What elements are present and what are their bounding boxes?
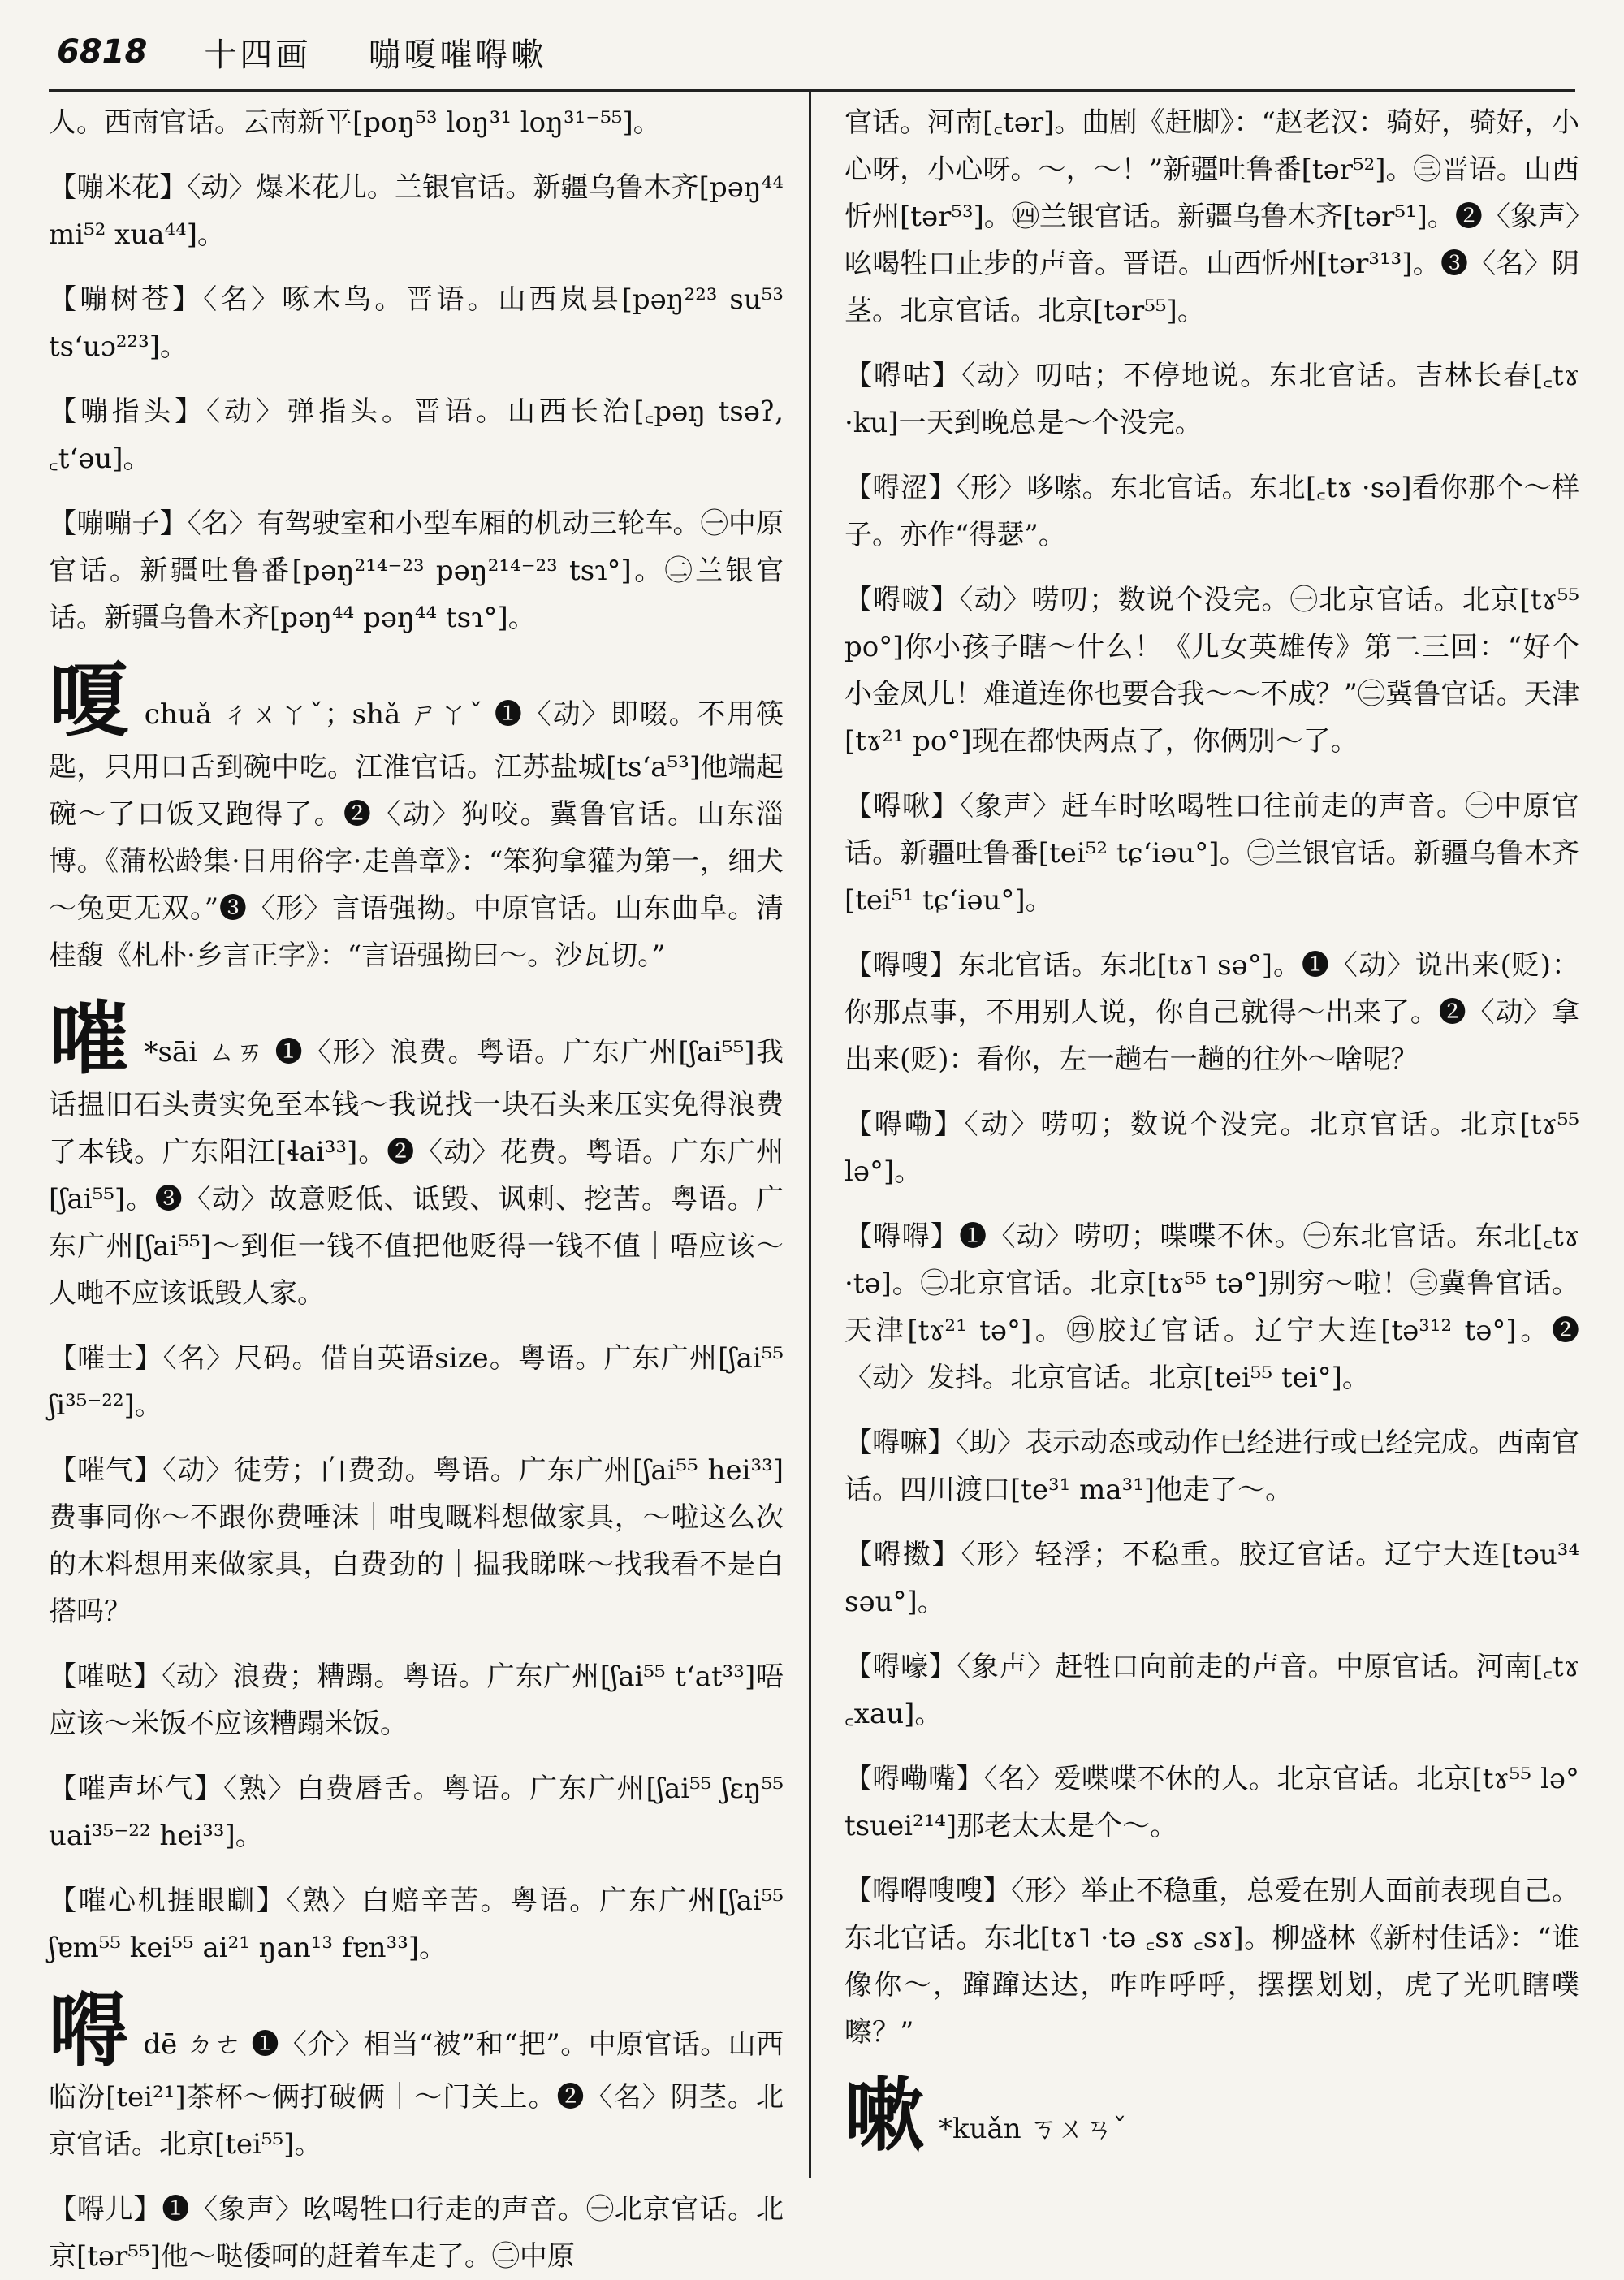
entry-text: 【嗺心机捱眼瞓】〈熟〉白赔辛苦。粤语。广东广州[ʃai⁵⁵ ʃɐm⁵⁵ kei⁵⁵ ai²¹ ŋan¹³ fɐn³³]。 [49,1885,784,1964]
entry-text: 【嗺哒】〈动〉浪费；糟蹋。粤语。广东广州[ʃai⁵⁵ t‘at³³]唔应该～米饭不应该糟蹋米饭。 [49,1660,784,1740]
headword-character: 嗺 [49,992,130,1086]
dictionary-entry [49,500,784,641]
headword-entry [49,1984,784,2168]
headword-entry [49,654,784,979]
dictionary-entry [49,2186,784,2280]
entry-text: 【嘚啵】〈动〉唠叨；数说个没完。㊀北京官话。北京[tɤ⁵⁵ po°]你小孩子瞎～什么！《儿女英雄传》第二三回：“好个小金凤儿！难道连你也要合我～～不成？”㊁冀鲁官话。天津[tɤ²¹ po°]现在都快两点了，你俩别～了。 [844,584,1579,758]
header-characters: 嘣嗄嗺嘚嗽 [368,36,547,74]
dictionary-entry [49,164,784,258]
dictionary-entry [49,276,784,370]
dictionary-entry [844,464,1579,559]
dictionary-entry [844,783,1579,924]
stroke-section: 十四画 [204,36,312,74]
dictionary-entry [844,576,1579,765]
entry-text: 【嘚咕】〈动〉叨咕；不停地说。东北官话。吉林长春[꜀tɤ ·ku]一天到晚总是～个没完。 [844,360,1579,439]
entry-text: 官话。河南[꜀tər]。曲剧《赶脚》：“赵老汉：骑好，骑好，小心呀，小心呀。～，～！”新疆吐鲁番[tər⁵²]。㊂晋语。山西忻州[tər⁵³]。㊃兰银官话。新疆乌鲁木齐[tər⁵¹]。❷〈象声〉吆喝牲口止步的声音。晋语。山西忻州[tər³¹³]。❸〈名〉阴茎。北京官话。北京[tər⁵⁵]。 [844,106,1579,327]
entry-text: 【嘣嘣子】〈名〉有驾驶室和小型车厢的机动三轮车。㊀中原官话。新疆吐鲁番[pəŋ²¹⁴⁻²³ pəŋ²¹⁴⁻²³ tsɿ°]。㊁兰银官话。新疆乌鲁木齐[pəŋ⁴⁴ pəŋ⁴⁴ tsɿ°]。 [49,507,784,634]
entry-text: 【嘚啾】〈象声〉赶车时吆喝牲口往前走的声音。㊀中原官话。新疆吐鲁番[tei⁵² tɕ‘iəu°]。㊁兰银官话。新疆乌鲁木齐[tei⁵¹ tɕ‘iəu°]。 [844,790,1579,917]
entry-text: 【嘚嚎】〈象声〉赶牲口向前走的声音。中原官话。河南[꜀tɤ ꜀xau]。 [844,1651,1579,1730]
dictionary-entry [844,1101,1579,1195]
dictionary-entry [49,1335,784,1429]
dictionary-entry [844,1213,1579,1401]
entry-text: 人。西南官话。云南新平[poŋ⁵³ loŋ³¹ loŋ³¹⁻⁵⁵]。 [49,106,661,139]
entry-text: 【嘚嘞】〈动〉唠叨；数说个没完。北京官话。北京[tɤ⁵⁵ lə°]。 [844,1108,1579,1188]
entry-text: dē ㄉㄜ ❶〈介〉相当“被”和“把”。中原官话。山西临汾[tei²¹]茶杯～俩打破俩｜～门关上。❷〈名〉阴茎。北京官话。北京[tei⁵⁵]。 [49,2028,784,2161]
entry-text: 【嘚嘚】❶〈动〉唠叨；喋喋不休。㊀东北官话。东北[꜀tɤ ·tə]。㊁北京官话。北京[tɤ⁵⁵ tə°]别穷～啦！㊂冀鲁官话。天津[tɤ²¹ tə°]。㊃胶辽官话。辽宁大连[tə³¹² tə°]。❷〈动〉发抖。北京官话。北京[tei⁵⁵ tei°]。 [844,1220,1579,1394]
dictionary-entry [844,1419,1579,1514]
entry-text: 【嘚嘛】〈助〉表示动态或动作已经进行或已经完成。西南官话。四川渡口[te³¹ ma³¹]他走了～。 [844,1427,1579,1506]
dictionary-entry [844,1755,1579,1850]
headword-character: 嗄 [49,654,130,748]
headword-entry [844,2069,1579,2162]
entry-text: 【嘚嗖】东北官话。东北[tɤ˥ sə°]。❶〈动〉说出来(贬)：你那点事，不用别人说，你自己就得～出来了。❷〈动〉拿出来(贬)：看你，左一趟右一趟的往外～啥呢？ [844,949,1579,1076]
entry-text: *sāi ㄙㄞ ❶〈形〉浪费。粤语。广东广州[ʃai⁵⁵]我话揾旧石头责实免至本钱～我说找一块石头来压实免得浪费了本钱。广东阳江[ɬai³³]。❷〈动〉花费。粤语。广东广州[ʃai⁵⁵]。❸〈动〉故意贬低、诋毁、讽刺、挖苦。粤语。广东广州[ʃai⁵⁵]～到佢一钱不值把他贬得一钱不值｜唔应该～人哋不应该诋毁人家。 [49,1036,784,1310]
dictionary-entry [844,352,1579,447]
page-header [57,19,546,84]
entry-text: 【嗺声坏气】〈熟〉白费唇舌。粤语。广东广州[ʃai⁵⁵ ʃɛŋ⁵⁵ uai³⁵⁻²² hei³³]。 [49,1773,784,1852]
headword-character: 嗽 [844,2069,925,2162]
header-rule [49,89,1575,92]
dictionary-entry [49,388,784,482]
entry-text: 【嘚嘞嘴】〈名〉爱喋喋不休的人。北京官话。北京[tɤ⁵⁵ lə° tsuei²¹⁴]那老太太是个～。 [844,1763,1579,1842]
dictionary-entry [844,1868,1579,2056]
entry-text: 【嘣树苍】〈名〉啄木鸟。晋语。山西岚县[pəŋ²²³ su⁵³ ts‘uɔ²²³]。 [49,283,784,363]
entry-text: 【嘚儿】❶〈象声〉吆喝牲口行走的声音。㊀北京官话。北京[tər⁵⁵]他～哒倭呵的赶着车走了。㊁中原 [49,2193,784,2273]
dictionary-entry [844,1531,1579,1626]
dictionary-entry [844,942,1579,1083]
column-divider [809,91,811,2178]
entry-text: 【嘚擞】〈形〉轻浮；不稳重。胶辽官话。辽宁大连[təu³⁴ səu°]。 [844,1539,1579,1618]
entry-text: 【嗺士】〈名〉尺码。借自英语size。粤语。广东广州[ʃai⁵⁵ ʃi³⁵⁻²²]。 [49,1342,784,1422]
dictionary-entry [844,99,1579,335]
entry-text: 【嗺气】〈动〉徒劳；白费劲。粤语。广东广州[ʃai⁵⁵ hei³³]费事同你～不跟你费唾沫｜咁曳嘅料想做家具，～啦这么次的木料想用来做家具，白费劲的｜揾我睇咪～找我看不是白搭吗？ [49,1454,784,1628]
entry-text: chuǎ ㄔㄨㄚˇ；shǎ ㄕㄚˇ ❶〈动〉即啜。不用筷匙，只用口舌到碗中吃。江淮官话。江苏盐城[ts‘a⁵³]他端起碗～了口饭又跑得了。❷〈动〉狗咬。冀鲁官话。山东淄博。《蒲松龄集·日用俗字·走兽章》：“笨狗拿獾为第一，细犬～兔更无双。”❸〈形〉言语强拗。中原官话。山东曲阜。清桂馥《札朴·乡言正字》：“言语强拗曰～。沙瓦切。” [49,698,784,972]
left-column [49,99,784,2273]
page-number: 6818 [57,33,148,71]
dictionary-entry [49,99,784,146]
right-column [844,99,1579,2178]
dictionary-entry [844,1643,1579,1738]
entry-text: 【嘣米花】〈动〉爆米花儿。兰银官话。新疆乌鲁木齐[pəŋ⁴⁴ mi⁵² xua⁴⁴]。 [49,171,784,251]
headword-character: 嘚 [49,1984,129,2078]
entry-text: *kuǎn ㄎㄨㄢˇ [939,2113,1127,2145]
dictionary-entry [49,1877,784,1971]
dictionary-entry [49,1765,784,1859]
dictionary-entry [49,1447,784,1635]
entry-text: 【嘣指头】〈动〉弹指头。晋语。山西长治[꜀pəŋ tsəʔ, ꜀t‘əu]。 [49,395,784,475]
headword-entry [49,992,784,1317]
dictionary-entry [49,1653,784,1747]
entry-text: 【嘚涩】〈形〉哆嗦。东北官话。东北[꜀tɤ ·sə]看你那个～样子。亦作“得瑟”。 [844,472,1579,551]
entry-text: 【嘚嘚嗖嗖】〈形〉举止不稳重，总爱在别人面前表现自己。东北官话。东北[tɤ˥ ·tə ꜀sɤ ꜀sɤ]。柳盛林《新村佳话》：“谁像你～，蹿蹿达达，咋咋呼呼，摆摆划划，虎了光叽瞎噗嚓？” [844,1875,1579,2049]
